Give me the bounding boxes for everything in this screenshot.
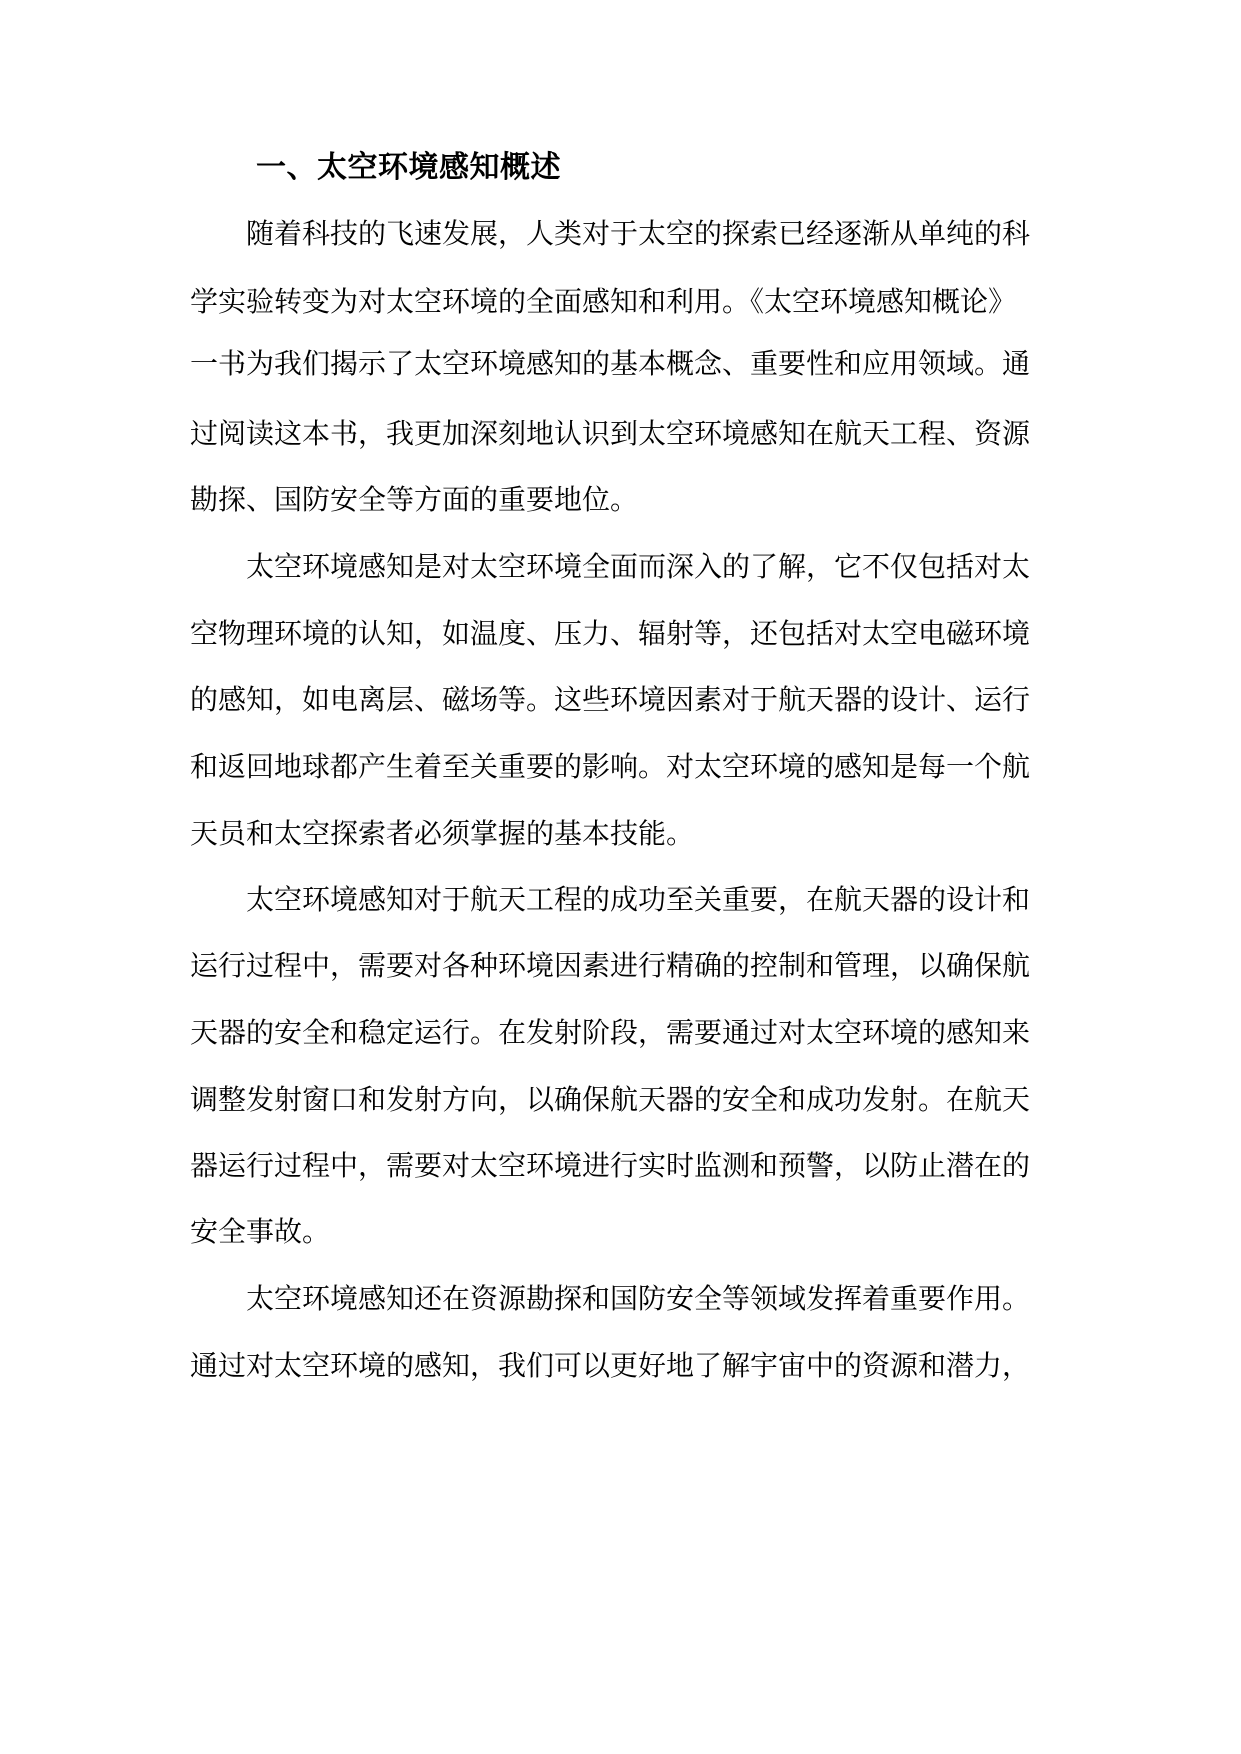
- paragraph-3-line-3: 天器的安全和稳定运行。在发射阶段，需要通过对太空环境的感知来: [190, 1016, 1031, 1049]
- paragraph-1-line-5: 勘探、国防安全等方面的重要地位。: [190, 483, 639, 516]
- paragraph-1-line-4: 过阅读这本书，我更加深刻地认识到太空环境感知在航天工程、资源: [190, 417, 1031, 450]
- paragraph-2-line-2: 空物理环境的认知，如温度、压力、辐射等，还包括对太空电磁环境: [190, 617, 1031, 650]
- paragraph-2-line-4: 和返回地球都产生着至关重要的影响。对太空环境的感知是每一个航: [190, 750, 1031, 783]
- paragraph-4-line-1: 太空环境感知还在资源勘探和国防安全等领域发挥着重要作用。: [246, 1282, 1031, 1315]
- paragraph-3-line-6: 安全事故。: [190, 1215, 331, 1248]
- paragraph-3-line-1: 太空环境感知对于航天工程的成功至关重要，在航天器的设计和: [246, 883, 1031, 916]
- paragraph-3-line-4: 调整发射窗口和发射方向，以确保航天器的安全和成功发射。在航天: [190, 1083, 1031, 1116]
- paragraph-4-line-2: 通过对太空环境的感知，我们可以更好地了解宇宙中的资源和潜力，: [190, 1349, 1031, 1382]
- paragraph-1-line-3: 一书为我们揭示了太空环境感知的基本概念、重要性和应用领域。通: [190, 347, 1031, 380]
- paragraph-2-line-5: 天员和太空探索者必须掌握的基本技能。: [190, 817, 695, 850]
- paragraph-3-line-5: 器运行过程中，需要对太空环境进行实时监测和预警，以防止潜在的: [190, 1149, 1031, 1182]
- paragraph-1-line-2: 学实验转变为对太空环境的全面感知和利用。《太空环境感知概论》: [190, 285, 1017, 318]
- section-heading: 一、太空环境感知概述: [256, 150, 561, 185]
- paragraph-2-line-1: 太空环境感知是对太空环境全面而深入的了解，它不仅包括对太: [246, 550, 1031, 583]
- paragraph-2-line-3: 的感知，如电离层、磁场等。这些环境因素对于航天器的设计、运行: [190, 683, 1031, 716]
- paragraph-3-line-2: 运行过程中，需要对各种环境因素进行精确的控制和管理，以确保航: [190, 949, 1031, 982]
- paragraph-1-line-1: 随着科技的飞速发展，人类对于太空的探索已经逐渐从单纯的科: [246, 217, 1031, 250]
